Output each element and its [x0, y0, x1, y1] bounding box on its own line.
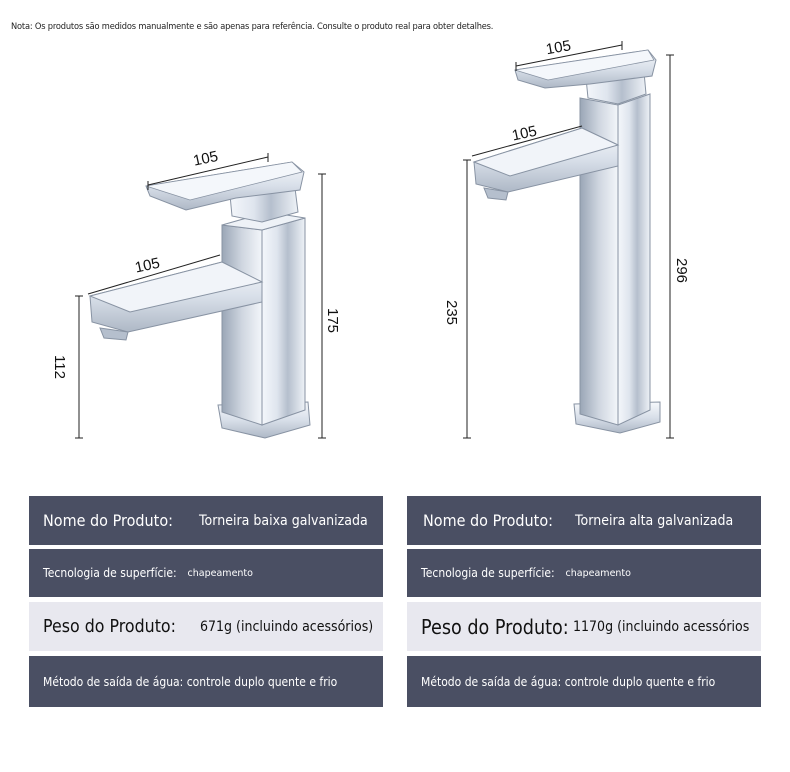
low-handle-dim: 105: [191, 147, 220, 170]
high-spout-dim: 105: [510, 122, 539, 145]
high-spout-height-dim: 235: [443, 300, 460, 326]
surface-label: Tecnologia de superfície:: [421, 566, 555, 580]
outlet-text: Método de saída de água: controle duplo quente e frio: [43, 674, 338, 689]
low-faucet-image: [90, 162, 310, 438]
surface-value: chapeamento: [565, 567, 631, 579]
surface-value: chapeamento: [187, 567, 253, 579]
product-name-value: Torneira baixa galvanizada: [199, 512, 369, 529]
outlet-row: [407, 656, 761, 707]
weight-label: Peso do Produto:: [43, 616, 176, 637]
surface-row: [407, 549, 761, 597]
product-name-value: Torneira alta galvanizada: [575, 512, 734, 529]
weight-row: [29, 602, 383, 651]
product-name-label: Nome do Produto:: [423, 511, 553, 530]
disclaimer-note: Nota: Os produtos são medidos manualmente e são apenas para referência. Consulte o produto real para obter detalhes.: [11, 22, 494, 32]
low-spout-dim: 105: [133, 254, 162, 277]
surface-label: Tecnologia de superfície:: [43, 566, 177, 580]
high-height-dim: 296: [673, 258, 690, 284]
surface-row: [29, 549, 383, 597]
weight-label: Peso do Produto:: [421, 614, 569, 639]
outlet-text: Método de saída de água: controle duplo quente e frio: [421, 674, 716, 689]
product-name-row: [407, 496, 761, 545]
weight-row: [407, 602, 761, 651]
low-height-dim: 175: [324, 308, 341, 334]
weight-value: 671g (incluindo acessórios): [200, 618, 374, 635]
high-handle-dim: 105: [544, 37, 573, 59]
product-name-label: Nome do Produto:: [43, 511, 173, 530]
weight-value: 1170g (incluindo acessórios: [572, 618, 750, 635]
high-faucet-image: [474, 50, 660, 433]
low-spout-height-dim: 112: [51, 355, 68, 379]
product-name-row: [29, 496, 383, 545]
outlet-row: [29, 656, 383, 707]
